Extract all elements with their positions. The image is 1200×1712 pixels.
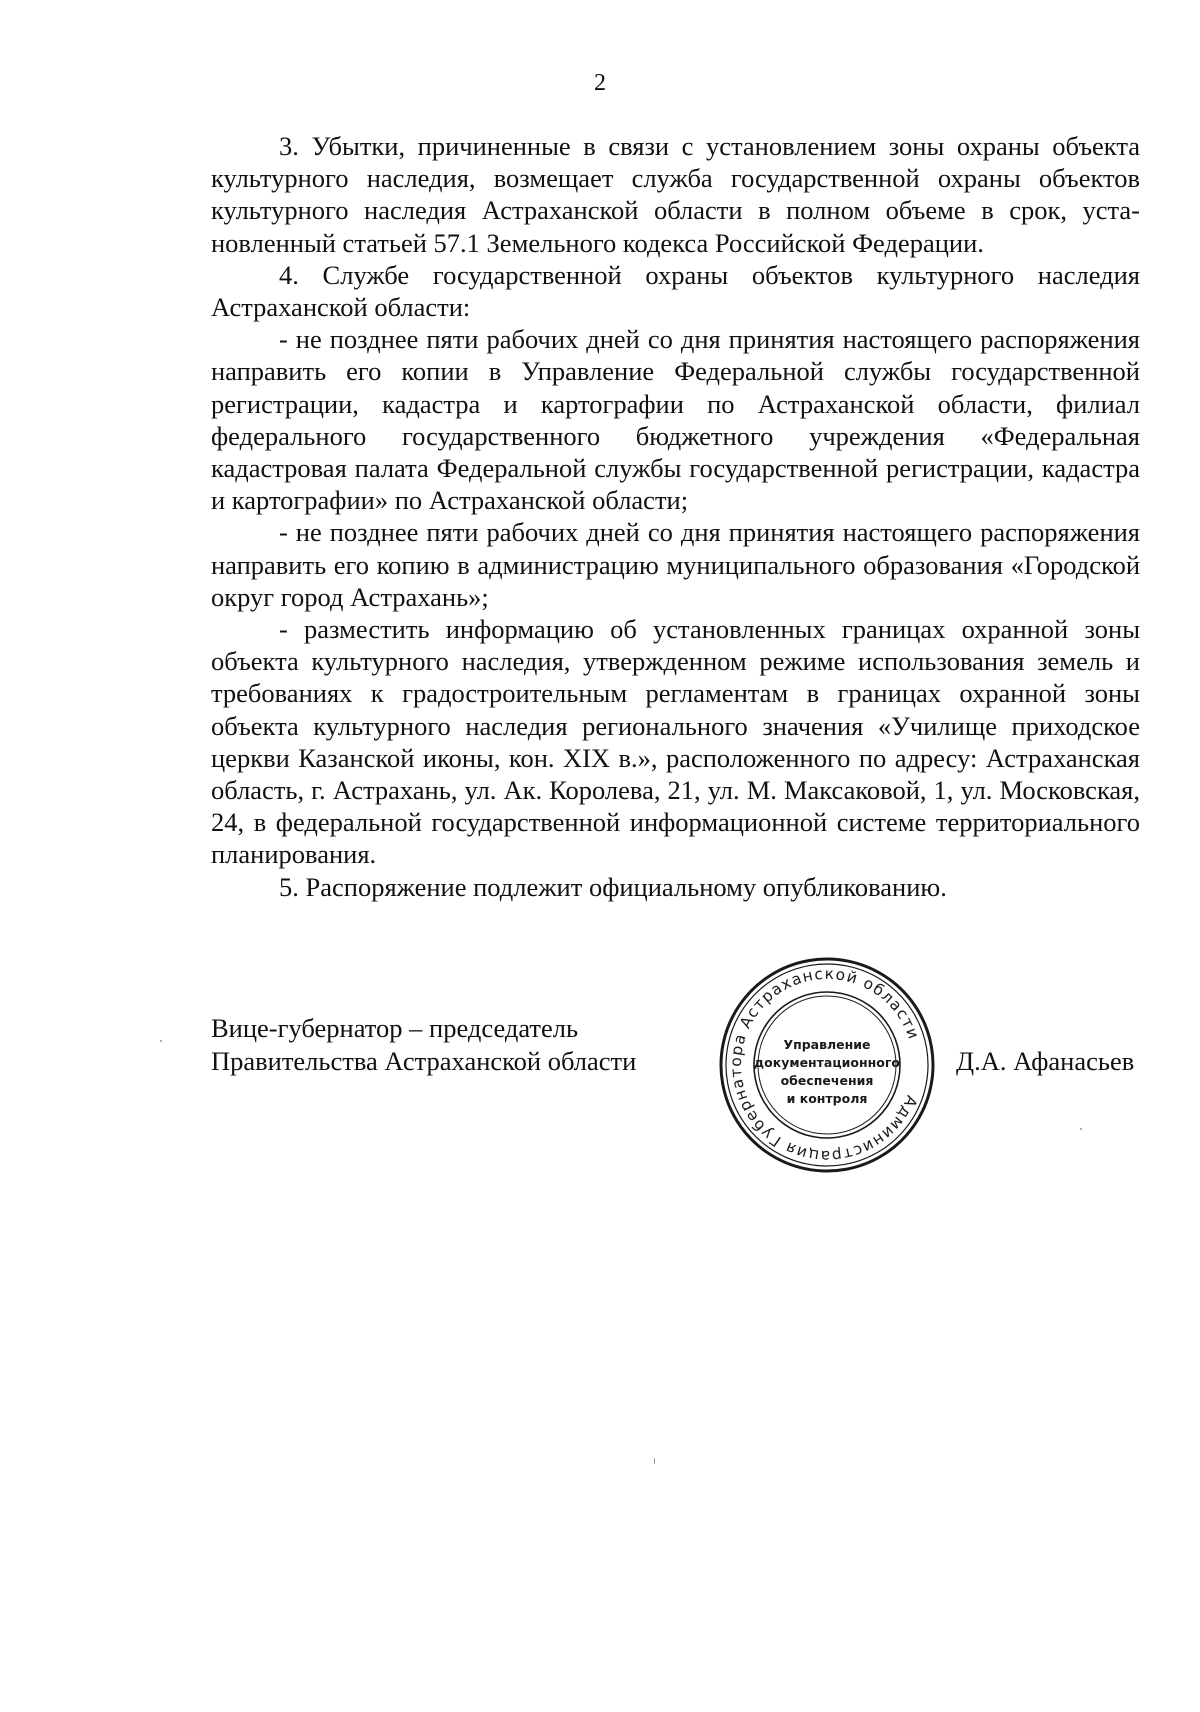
paragraph-4-item-2: - не позднее пяти рабочих дней со дня принятия настоящего распоряжения направить его копию в администрацию муниципального образования «Городской округ город Астрахань»;: [211, 517, 1140, 612]
paragraph-4-item-3: - разместить информацию об установленных границах охранной зоны объекта культурного наследия, утвержденном режиме использования земель и требованиях к градостроительным регламентам в границах охранной зоны объекта культурного наследия регионального значения «Училище приходское церкви Казанской иконы, кон. XIX в.», расположенного по адресу: Астраханская область, г. Астрахань, ул. Ак. Королева, 21, ул. М. Максаковой, 1, ул. Московская, 24, в федеральной государственной информационной системе территориального планирования.: [211, 614, 1140, 870]
signatory-position-line-1: Вице-губернатор – председатель: [211, 1013, 579, 1043]
seal-center-line-2: документационного: [754, 1055, 900, 1070]
official-seal-stamp: [718, 956, 936, 1174]
signatory-name: Д.А. Афанасьев: [956, 1046, 1135, 1076]
signatory-position-line-2: Правительства Астраханской области: [211, 1046, 637, 1076]
seal-center-line-3: обеспечения: [780, 1073, 874, 1088]
scan-speck: [1080, 1128, 1082, 1130]
scan-speck: [654, 1458, 655, 1464]
paragraph-3: 3. Убытки, причиненные в связи с установлением зоны охраны объекта культурного наследия, возмещает служба государственной охраны объектов культурного наследия Астраханской области в полном объеме в срок, установленный статьей 57.1 Земельного кодекса Российской Федерации.: [211, 131, 1140, 258]
paragraph-4-item-1: - не позднее пяти рабочих дней со дня принятия настоящего распоряжения направить его копии в Управление Федеральной службы государственной регистрации, кадастра и картографии по Астраханской области, филиал федерального государственного бюджетного учреждения «Федеральная кадастровая палата Федеральной службы государственной регистрации, кадастра и картографии» по Астраханской области;: [211, 324, 1140, 516]
document-body: [211, 130, 1140, 903]
seal-ring-text: Администрация Губернатора Астраханской области: [726, 964, 923, 1166]
scan-speck: [160, 1040, 162, 1042]
seal-center-line-4: и контроля: [786, 1091, 868, 1106]
paragraph-5: 5. Распоряжение подлежит официальному опубликованию.: [279, 871, 947, 902]
signatory-position: [211, 1012, 636, 1078]
seal-center-line-1: Управление: [783, 1037, 871, 1052]
page-number: 2: [594, 70, 606, 96]
seal-graphic: [718, 956, 936, 1174]
paragraph-4: 4. Службе государственной охраны объектов культурного наследия Астраханской области:: [211, 259, 1140, 323]
